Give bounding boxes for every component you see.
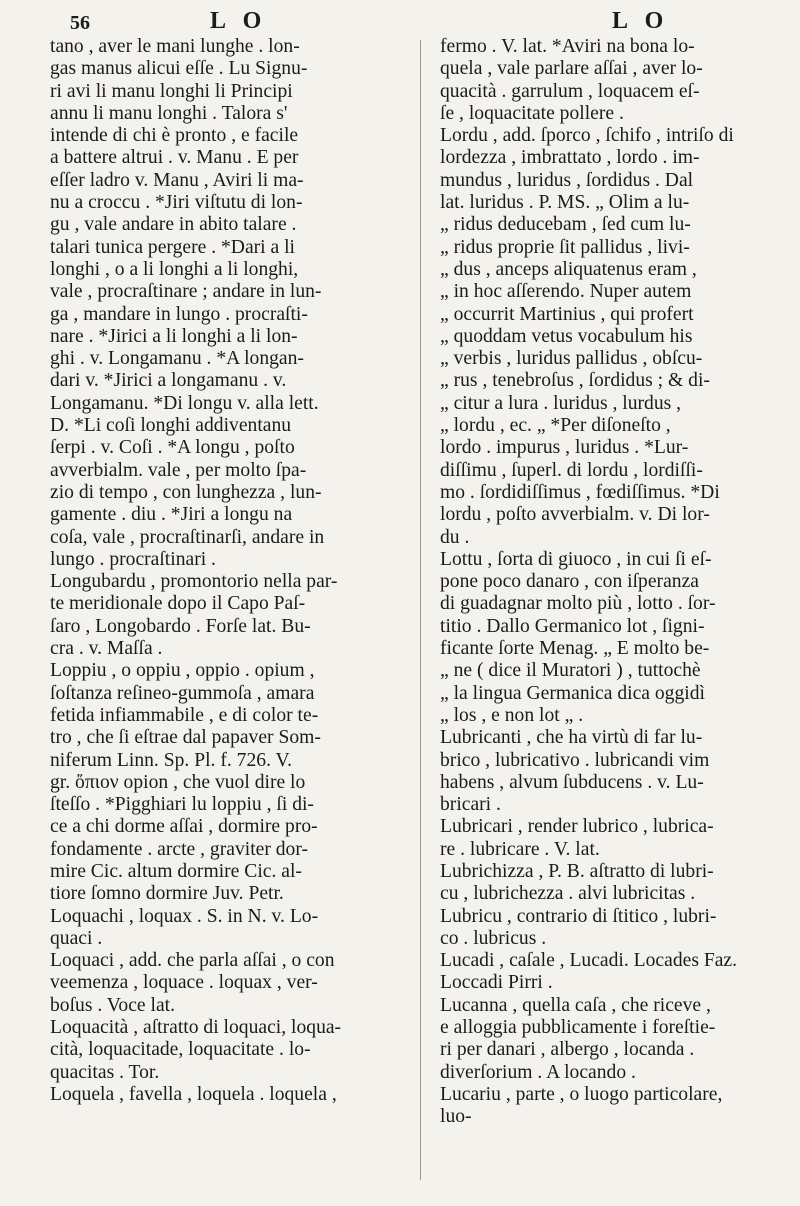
- running-head-left: L O: [210, 8, 268, 34]
- running-header: [0, 4, 800, 32]
- right-column: [440, 36, 770, 1129]
- column-divider: [420, 40, 421, 1180]
- dictionary-entry: Lubricanti , che ha virtù di far lu- brico , lubricativo . lubricandi vim habens , alvum ſubducens . v. Lu- bricari .: [440, 727, 710, 816]
- dictionary-entry: Loquachi , loquax . S. in N. v. Lo- quaci .: [50, 905, 319, 949]
- dictionary-entry: tano , aver le mani lunghe . lon- gas manus alicui eſſe . Lu Signu- ri avi li manu longhi li Principi annu li manu longhi . Talora s' intende di chi è pronto , e facile a battere altrui . v. Manu . E per eſſer ladro v. Manu , Aviri li ma- nu a croccu . *Jiri viſtutu di lon- gu , vale andare in abito talare . talari tunica pergere . *Dari a li longhi , o a li longhi a li longhi, vale , procraſtinare ; andare in lun- ga , mandare in lungo . procraſti- nare . *Jirici a li longhi a li lon- ghi . v. Longamanu . *A longan- dari v. *Jirici a longamanu . v. Longamanu. *Di longu v. alla lett. D. *Li coſi longhi addiventanu ſerpi . v. Coſi . *A longu , poſto avverbialm. vale , per molto ſpa- zio di tempo , con lunghezza , lun- gamente . diu . *Jiri a longu na coſa, vale , procraſtinarſi, andare in lungo . procraſtinari .: [50, 36, 325, 570]
- dictionary-entry: Lubrichizza , P. B. aſtratto di lubri- cu , lubrichezza . alvi lubricitas .: [440, 860, 714, 905]
- dictionary-entry: Lucariu , parte , o luogo particolare, luo-: [440, 1083, 723, 1128]
- page-number: 56: [70, 12, 90, 34]
- dictionary-entry: Loquacità , aſtratto di loquaci, loqua- cità, loquacitade, loquacitate . lo- quacitas . Tor.: [50, 1017, 342, 1083]
- dictionary-entry: Lubricu , contrario di ſtitico , lubri- co . lubricus .: [440, 905, 717, 949]
- dictionary-entry: Lucadi , caſale , Lucadi. Locades Faz. Loccadi Pirri .: [440, 950, 738, 994]
- dictionary-entry: Longubardu , promontorio nella par- te meridionale dopo il Capo Paſ- ſaro , Longobardo . Forſe lat. Bu- cra . v. Maſſa .: [50, 571, 338, 660]
- running-head-right: L O: [612, 8, 670, 34]
- dictionary-entry: Lottu , ſorta di giuoco , in cui ſi eſ- pone poco danaro , con iſperanza di guadagnar molto più , lotto . ſor- titio . Dallo Germanico lot , ſigni- ficante ſorte Menag. „ E molto be- „ ne ( dice il Muratori ) , tuttochè „ la lingua Germanica dica oggidì „ los , e non lot „ .: [440, 548, 716, 726]
- dictionary-entry: Lubricari , render lubrico , lubrica- re . lubricare . V. lat.: [440, 816, 714, 860]
- dictionary-entry: Loppiu , o oppiu , oppio . opium , ſoſtanza reſineo-gummoſa , amara fetida infiammabile , e di color te- tro , che ſi eſtrae dal papaver Som- niferum Linn. Sp. Pl. f. 726. V. gr. ὄπιον opion , che vuol dire lo ſteſſo . *Pigghiari lu loppiu , ſi di- ce a chi dorme aſſai , dormire pro- fondamente . arcte , graviter dor- mire Cic. altum dormire Cic. al- tiore ſomno dormire Juv. Petr.: [50, 660, 321, 905]
- dictionary-entry: Lordu , add. ſporco , ſchifo , intriſo di lordezza , imbrattato , lordo . im- mundus , luridus , ſordidus . Dal lat. luridus . P. MS. „ Olim a lu- „ ridus deducebam , ſed cum lu- „ ridus proprie ſit pallidus , livi- „ dus , anceps aliquatenus eram , „ in hoc aſſerendo. Nuper autem „ occurrit Martinius , qui profert „ quoddam vetus vocabulum his „ verbis , luridus pallidus , obſcu- „ rus , tenebroſus , ſordidus ; & di- „ citur a lura . luridus , lurdus , „ lordu , ec. „ *Per diſoneſto , lordo . impurus , luridus . *Lur- diſſimu , ſuperl. di lordu , lordiſſi- mo . ſordidiſſimus , fœdiſſimus. *Di lordu , poſto avverbialm. v. Di lor- du .: [440, 125, 734, 548]
- dictionary-entry: Loquela , favella , loquela . loquela ,: [50, 1083, 337, 1105]
- dictionary-entry: Loquaci , add. che parla aſſai , o con veemenza , loquace . loquax , ver- boſus . Voce lat.: [50, 950, 335, 1016]
- dictionary-entry: fermo . V. lat. *Aviri na bona lo- quela , vale parlare aſſai , aver lo- quacità . garrulum , loquacem eſ- ſe , loquacitate pollere .: [440, 36, 703, 124]
- left-column: [50, 36, 402, 1106]
- dictionary-entry: Lucanna , quella caſa , che riceve , e alloggia pubblicamente i foreſtie- ri per danari , albergo , locanda . diverſorium . A locando .: [440, 994, 716, 1083]
